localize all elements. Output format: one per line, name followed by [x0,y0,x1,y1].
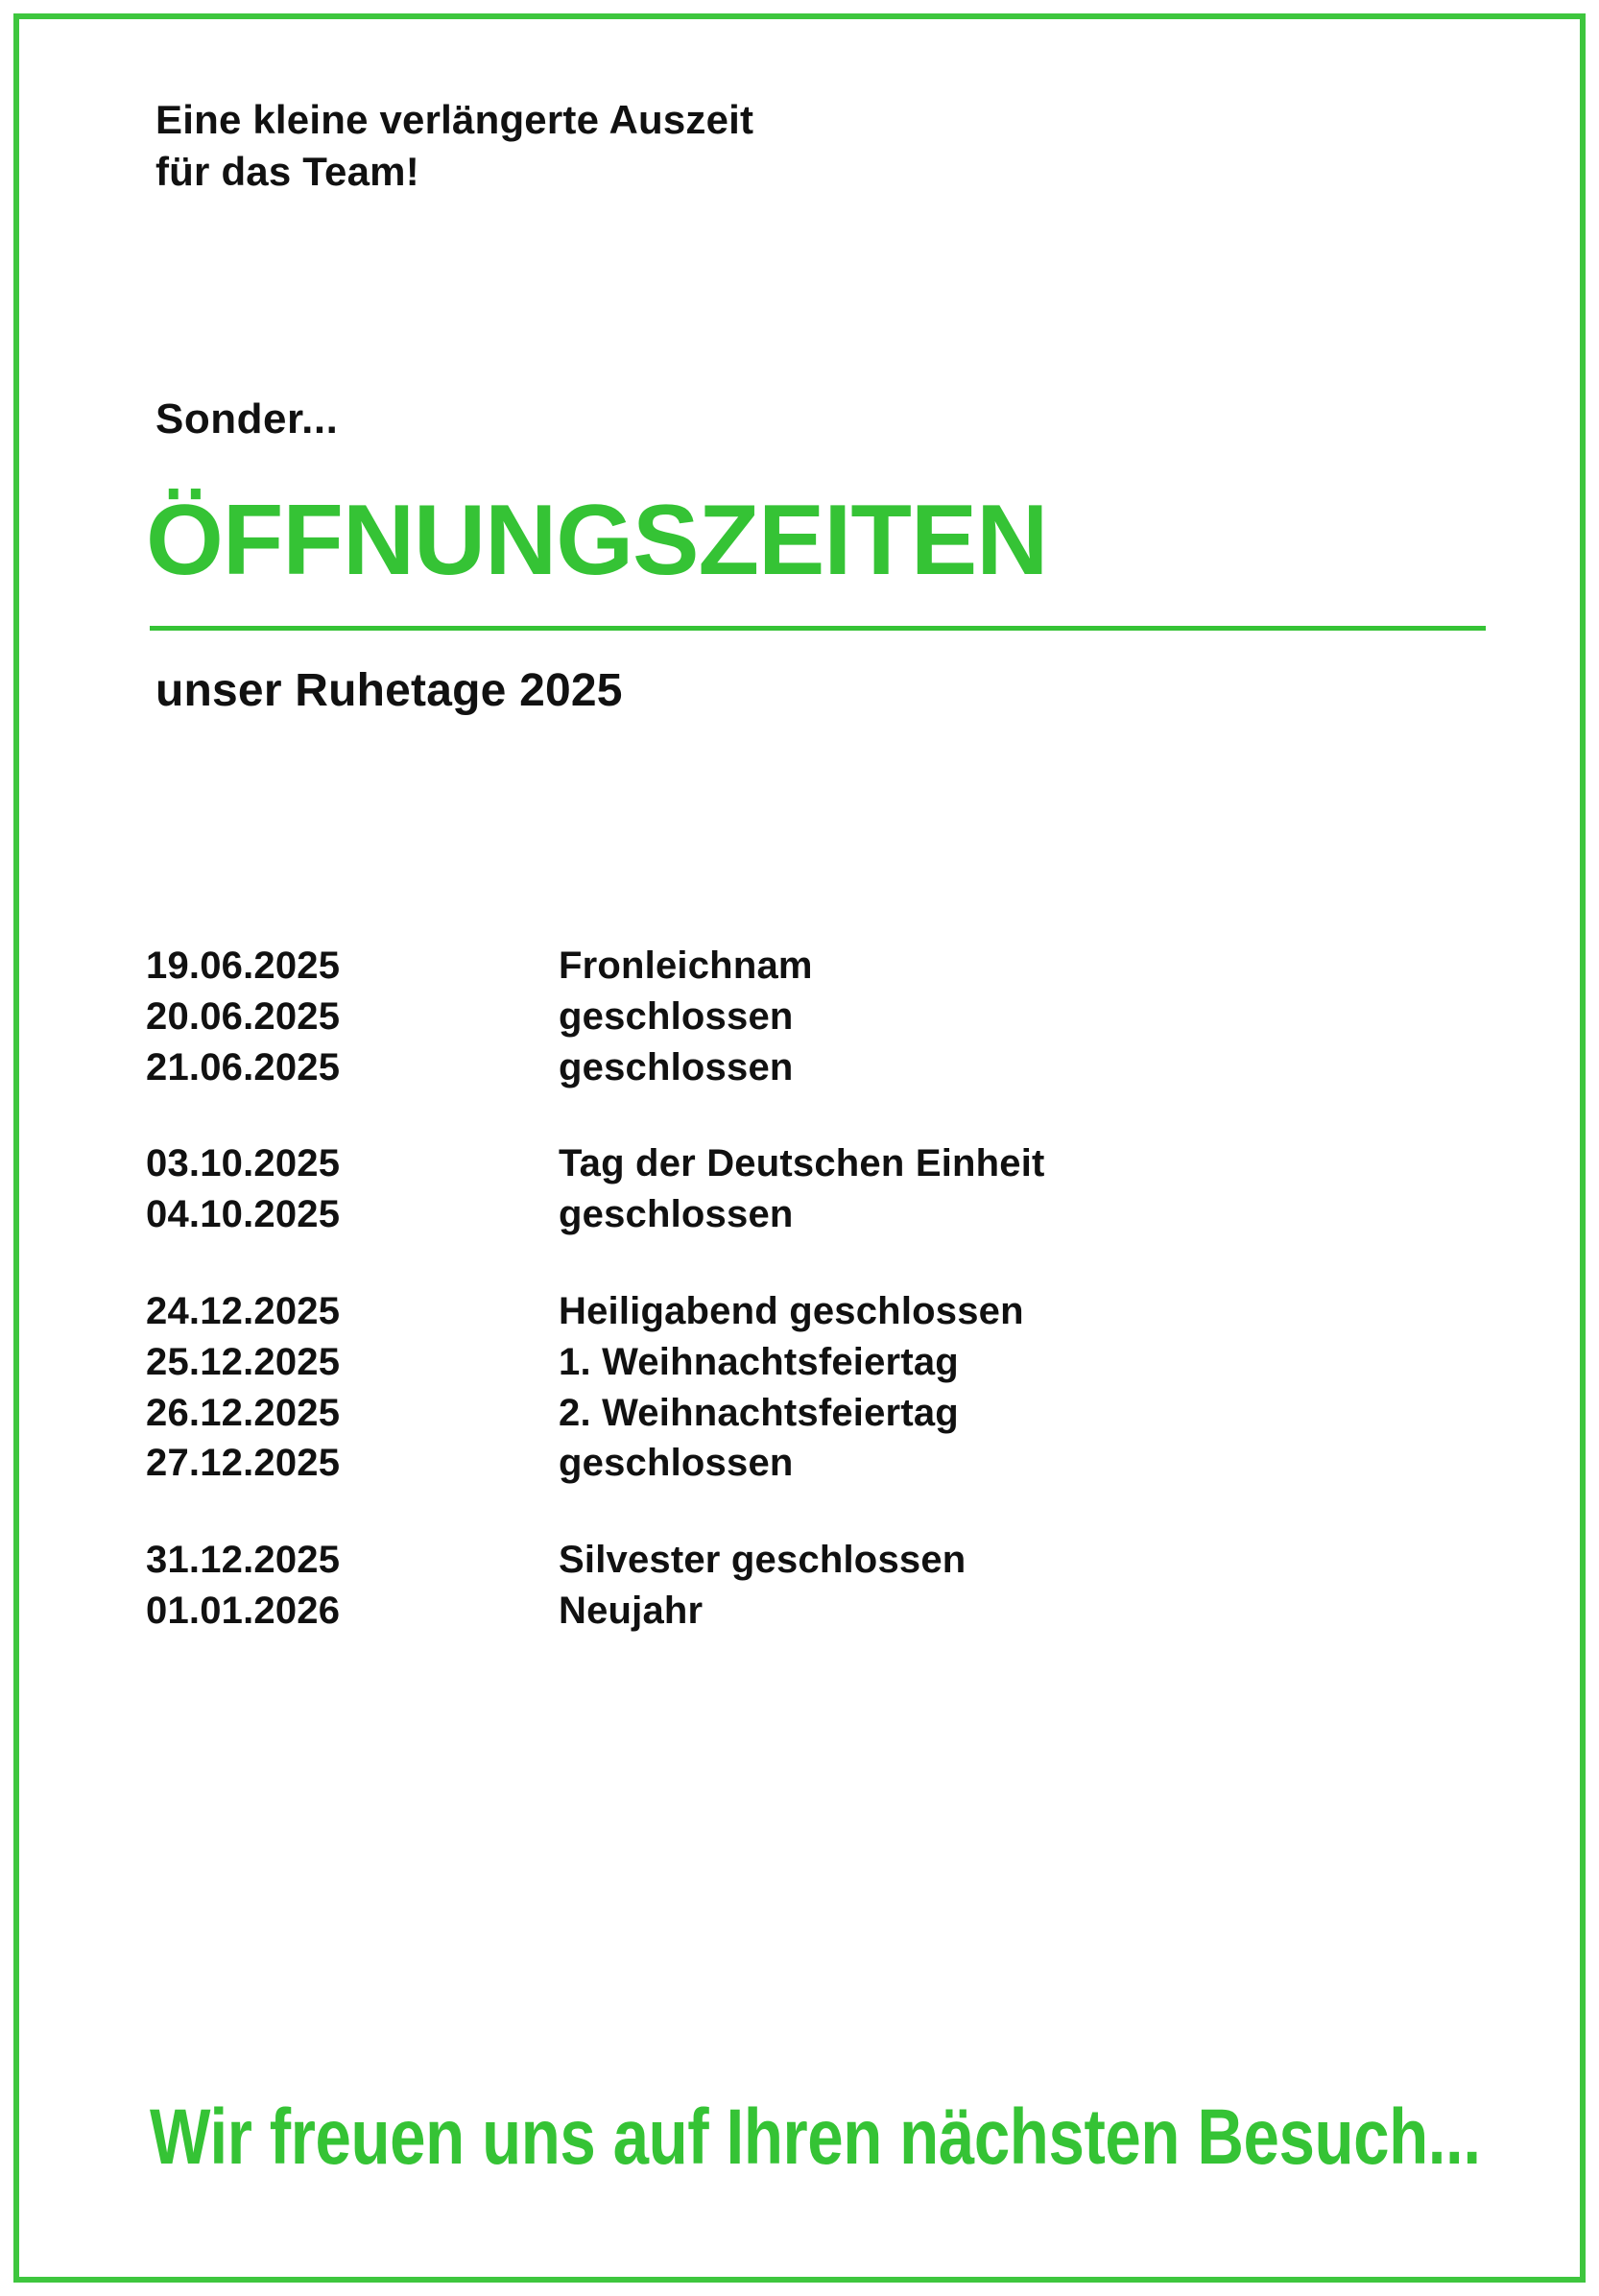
schedule-date: 27.12.2025 [146,1442,341,1485]
schedule-date: 03.10.2025 [146,1142,341,1185]
schedule-date: 21.06.2025 [146,1045,341,1088]
schedule-date: 01.01.2026 [146,1589,341,1632]
schedule-date: 20.06.2025 [146,994,341,1038]
schedule-row [146,1438,1503,1489]
schedule-row [146,1337,1503,1388]
closing-days-list [146,941,1503,1637]
schedule-description: geschlossen [559,1442,794,1485]
schedule-row [146,1189,1503,1240]
poster-border-frame [13,13,1586,2283]
schedule-row [146,1042,1503,1093]
schedule-row [146,1586,1503,1637]
page-subtitle: unser Ruhetage 2025 [155,665,623,716]
sonder-label: Sonder... [155,395,339,442]
intro-line-2: für das Team! [155,148,419,194]
schedule-group [146,1138,1503,1240]
schedule-description: geschlossen [559,1045,794,1088]
schedule-row [146,1535,1503,1586]
schedule-row [146,941,1503,992]
page-title: ÖFFNUNGSZEITEN [146,485,1048,596]
schedule-description: Neujahr [559,1589,704,1632]
footer-message: Wir freuen uns auf Ihren nächsten Besuch... [150,2093,1481,2181]
schedule-row [146,1286,1503,1337]
poster-content [144,19,1503,2277]
schedule-date: 26.12.2025 [146,1391,341,1434]
headline-underline [150,626,1486,631]
schedule-description: Heiligabend geschlossen [559,1289,1024,1332]
schedule-group [146,1535,1503,1637]
schedule-group [146,941,1503,1092]
schedule-row [146,1138,1503,1189]
schedule-description: 1. Weihnachtsfeiertag [559,1340,959,1383]
schedule-date: 19.06.2025 [146,945,341,987]
intro-line-1: Eine kleine verlängerte Auszeit [155,97,754,142]
schedule-description: Tag der Deutschen Einheit [559,1142,1045,1185]
schedule-description: Fronleichnam [559,945,813,987]
schedule-description: Silvester geschlossen [559,1539,967,1582]
schedule-group [146,1286,1503,1489]
schedule-date: 04.10.2025 [146,1193,341,1236]
schedule-date: 24.12.2025 [146,1289,341,1332]
schedule-date: 25.12.2025 [146,1340,341,1383]
schedule-row [146,1388,1503,1439]
intro-text [155,94,753,198]
schedule-description: 2. Weihnachtsfeiertag [559,1391,959,1434]
schedule-row [146,992,1503,1042]
schedule-date: 31.12.2025 [146,1539,341,1582]
schedule-description: geschlossen [559,994,794,1038]
schedule-description: geschlossen [559,1193,794,1236]
